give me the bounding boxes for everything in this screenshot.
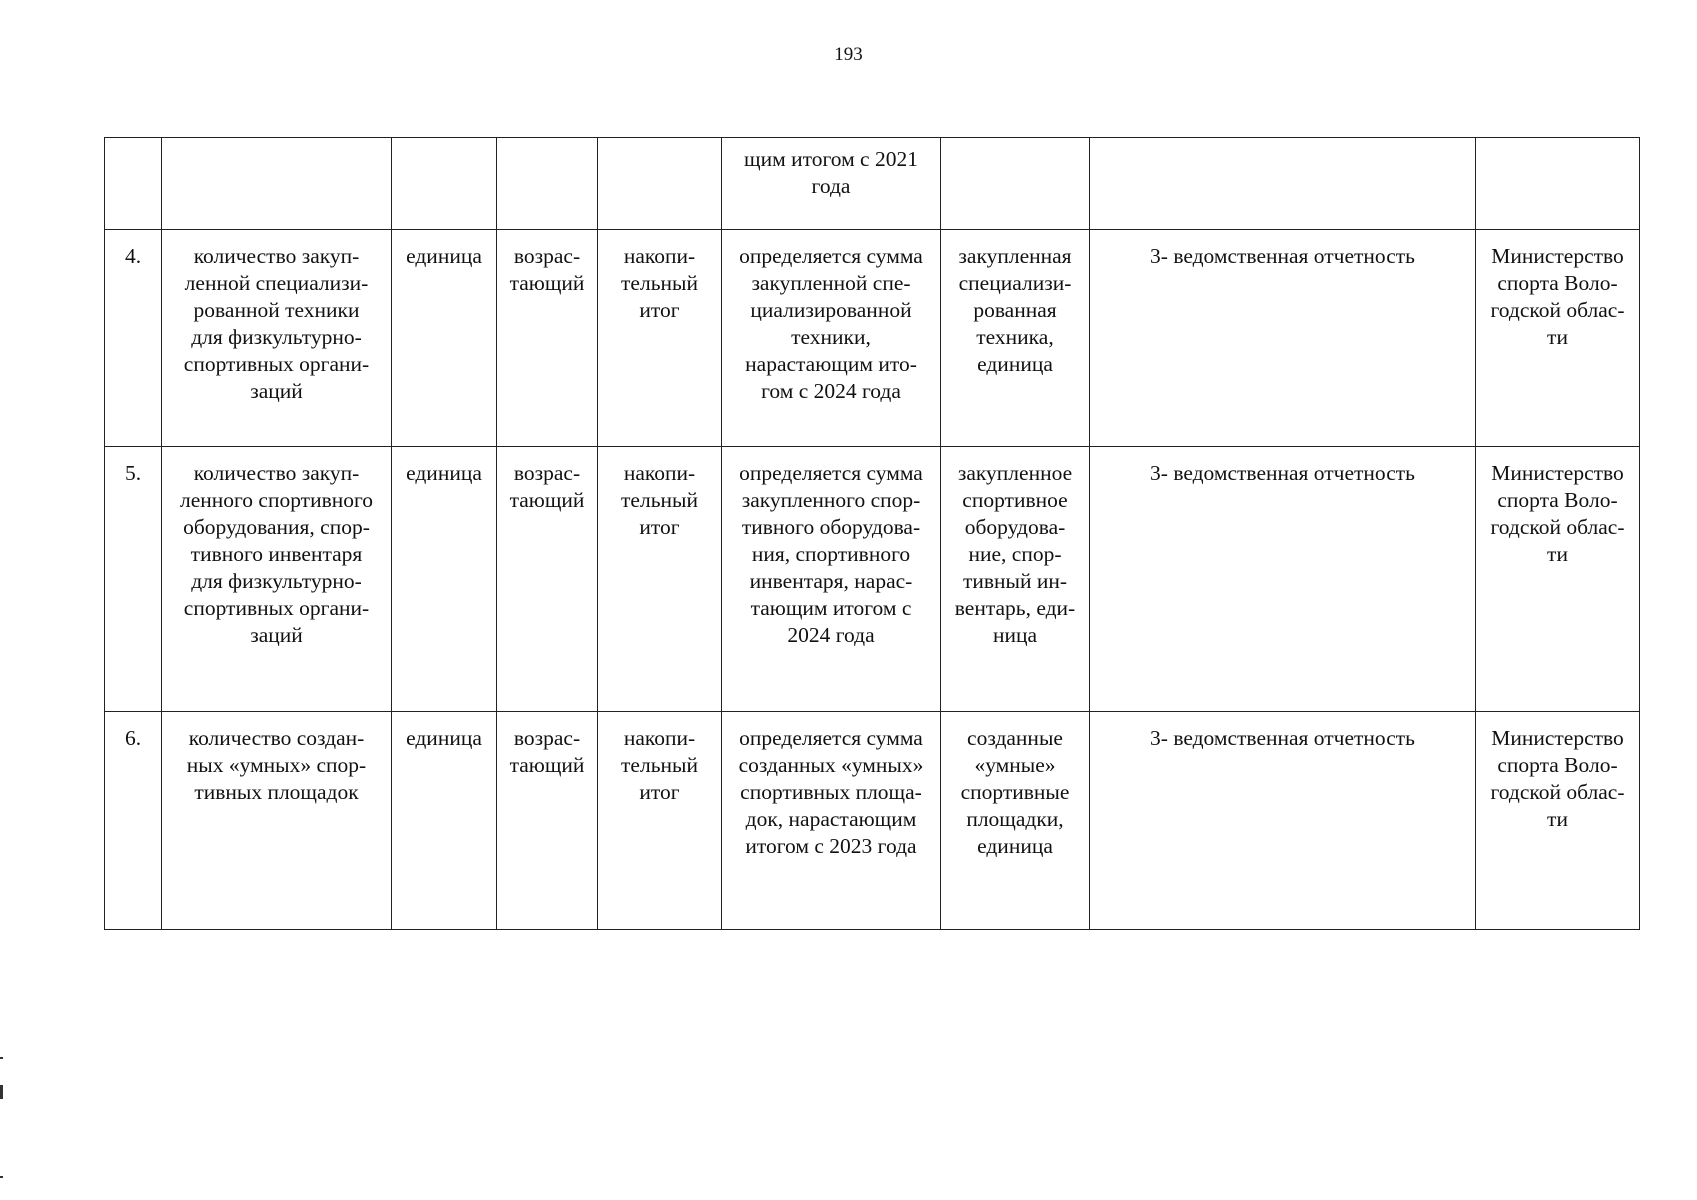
type-text: накопи- тельный итог (621, 726, 698, 804)
indicator-text: количество закуп- ленного спортивного оборудования, спор- тивного инвентаря для физкультурно- спортивных органи- заций (179, 461, 374, 647)
formula-cell (722, 230, 941, 447)
indicator-cell (162, 447, 392, 712)
formula-text: щим итогом с 2021 года (744, 147, 918, 198)
responsible-text: Министерство спорта Воло- годской облас- ти (1490, 726, 1625, 831)
table-row (105, 447, 1640, 712)
formula-text: определяется сумма закупленной спе- циализированной техники, нарастающим ито- гом с 2024 года (739, 244, 923, 403)
type-cell (598, 712, 722, 930)
basic-indicator-cell (941, 230, 1090, 447)
table-cell (1476, 138, 1640, 230)
basic-indicator-text: закупленное спортивное оборудова- ние, спор- тивный ин- вентарь, еди- ница (954, 461, 1076, 647)
dynamics-cell (497, 712, 598, 930)
responsible-text: Министерство спорта Воло- годской облас- ти (1490, 461, 1625, 566)
type-text: накопи- тельный итог (621, 244, 698, 322)
method-cell: 3- ведомственная отчетность (1090, 447, 1476, 712)
indicator-cell (162, 712, 392, 930)
basic-indicator-text: созданные «умные» спортивные площадки, единица (960, 726, 1070, 858)
dynamics-text: возрас- тающий (509, 461, 585, 512)
type-text: накопи- тельный итог (621, 461, 698, 539)
responsible-text: Министерство спорта Воло- годской облас- ти (1490, 244, 1625, 349)
table-cell (392, 138, 497, 230)
formula-cell (722, 138, 941, 230)
table-cell (941, 138, 1090, 230)
page-number: 193 (834, 44, 863, 65)
indicators-table (104, 137, 1640, 930)
row-number: 6. (105, 712, 162, 930)
table-row-continuation (105, 138, 1640, 230)
formula-text: определяется сумма созданных «умных» спортивных площа- док, нарастающим итогом с 2023 года (738, 726, 924, 858)
table-cell (105, 138, 162, 230)
row-number: 4. (105, 230, 162, 447)
table-cell (162, 138, 392, 230)
scan-margin-mark (0, 1085, 3, 1099)
dynamics-cell (497, 230, 598, 447)
scan-margin-mark (0, 1176, 3, 1178)
unit-cell: единица (392, 712, 497, 930)
indicator-text: количество закуп- ленной специализи- рованной техники для физкультурно- спортивных органи- заций (183, 244, 370, 403)
method-cell: 3- ведомственная отчетность (1090, 712, 1476, 930)
responsible-cell (1476, 712, 1640, 930)
table-row (105, 712, 1640, 930)
type-cell (598, 447, 722, 712)
unit-cell: единица (392, 447, 497, 712)
formula-text: определяется сумма закупленного спор- тивного оборудова- ния, спортивного инвентаря, нарас- тающим итогом с 2024 года (739, 461, 923, 647)
unit-cell: единица (392, 230, 497, 447)
dynamics-text: возрас- тающий (509, 244, 585, 295)
method-cell: 3- ведомственная отчетность (1090, 230, 1476, 447)
table-row (105, 230, 1640, 447)
dynamics-text: возрас- тающий (509, 726, 585, 777)
basic-indicator-cell (941, 712, 1090, 930)
table-cell (1090, 138, 1476, 230)
responsible-cell (1476, 230, 1640, 447)
scan-margin-mark (0, 1057, 3, 1059)
indicator-text: количество создан- ных «умных» спор- тивных площадок (186, 726, 367, 804)
type-cell (598, 230, 722, 447)
table-cell (497, 138, 598, 230)
formula-cell (722, 447, 941, 712)
row-number: 5. (105, 447, 162, 712)
responsible-cell (1476, 447, 1640, 712)
basic-indicator-cell (941, 447, 1090, 712)
indicator-cell (162, 230, 392, 447)
formula-cell (722, 712, 941, 930)
table-cell (598, 138, 722, 230)
dynamics-cell (497, 447, 598, 712)
basic-indicator-text: закупленная специализи- рованная техника, единица (958, 244, 1072, 376)
